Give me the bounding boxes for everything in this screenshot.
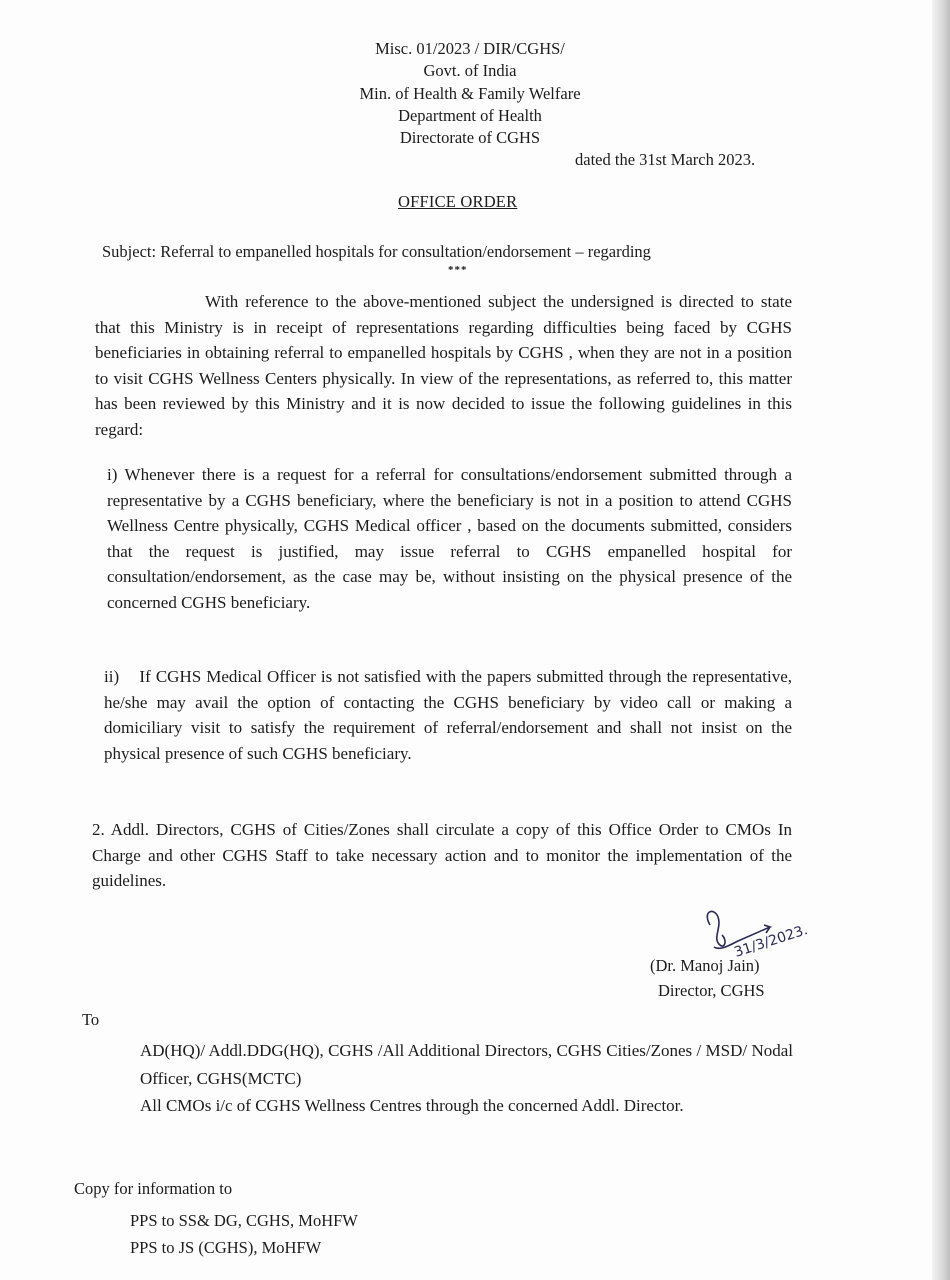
intro-paragraph: With reference to the above-mentioned subject the undersigned is directed to state that this Ministry is in receipt of representations regarding difficulties being faced by CGHS beneficiaries in obtaining referral to empanelled hospitals by CGHS , when they are not in a position to visit CGHS Wellness Centers physically. In view of the representations, as referred to, this matter has been reviewed by this Ministry and it is now decided to issue the following guidelines in this regard: (95, 292, 792, 439)
ministry-line: Min. of Health & Family Welfare (359, 83, 581, 103)
signatory-name: (Dr. Manoj Jain) (650, 956, 760, 975)
copy-to-item: PPS to SS& DG, CGHS, MoHFW (130, 1211, 358, 1230)
signatory-designation: Director, CGHS (658, 981, 765, 1000)
directorate-line: Directorate of CGHS (399, 128, 541, 148)
department-line: Department of Health (398, 105, 542, 125)
recipients-label: To (82, 1010, 100, 1029)
recipient-item: All CMOs i/c of CGHS Wellness Centres through the concerned Addl. Director. (140, 1096, 684, 1115)
document-date: dated the 31st March 2023. (575, 150, 756, 169)
signature-block (650, 953, 765, 1003)
reference-number: Misc. 01/2023 / DIR/CGHS/ (375, 39, 565, 58)
copy-to-list (130, 1207, 358, 1261)
guideline-ii: ii) If CGHS Medical Officer is not satisfied with the papers submitted through the representative, he/she may avail the option of contacting the CGHS beneficiary by video call or making a domiciliary visit to satisfy the requirement of referral/endorsement and shall not insist on the physical presence of such CGHS beneficiary. (104, 667, 797, 763)
separator: *** (448, 264, 468, 276)
govt-line: Govt. of India (423, 61, 517, 81)
recipients-list (140, 1037, 793, 1120)
subject-line: Subject: Referral to empanelled hospitals for consultation/endorsement – regarding (102, 242, 651, 261)
svg-text:31/3/2023.: 31/3/2023. (732, 922, 810, 961)
guideline-i: i) Whenever there is a request for a referral for consultations/endorsement submitted through a representative by a CGHS beneficiary, where the beneficiary is not in a position to attend CGHS Wellness Centre physically, CGHS Medical officer , based on the documents submitted, considers that the request is justified, may issue referral to CGHS empanelled hospital for consultation/endorsement, as the case may be, without insisting on the physical presence of the concerned CGHS beneficiary. (107, 465, 792, 612)
page-edge-shadow (932, 0, 950, 1280)
paragraph-2: 2. Addl. Directors, CGHS of Cities/Zones shall circulate a copy of this Office Order to CMOs In Charge and other CGHS Staff to take necessary action and to monitor the implementation of the guidelines. (92, 820, 792, 890)
recipient-item: AD(HQ)/ Addl.DDG(HQ), CGHS /All Additional Directors, CGHS Cities/Zones / MSD/ Nodal Officer, CGHS(MCTC) (140, 1041, 793, 1088)
letterhead (280, 38, 660, 149)
document-title: OFFICE ORDER (398, 192, 518, 211)
copy-to-label: Copy for information to (74, 1179, 233, 1198)
copy-to-item: PPS to JS (CGHS), MoHFW (130, 1238, 322, 1257)
